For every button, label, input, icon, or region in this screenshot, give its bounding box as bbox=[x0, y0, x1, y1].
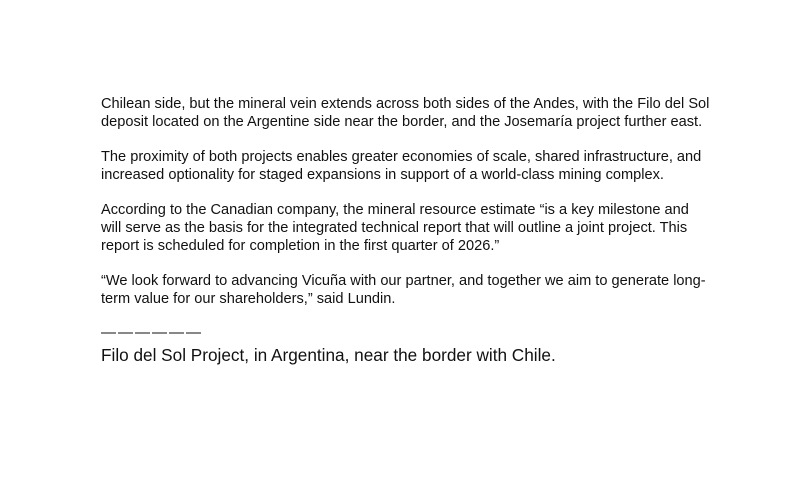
image-caption: Filo del Sol Project, in Argentina, near the border with Chile. bbox=[101, 345, 556, 365]
paragraph-4: “We look forward to advancing Vicuña with our partner, and together we aim to generate long-term value for our shareholders,” said Lundin. bbox=[101, 273, 706, 307]
paragraph-1: Chilean side, but the mineral vein extends across both sides of the Andes, with the Filo del Sol deposit located on the Argentine side near the border, and the Josemaría project further east. bbox=[101, 96, 710, 130]
paragraph-2: The proximity of both projects enables greater economies of scale, shared infrastructure, and increased optionality for staged expansions in support of a world-class mining complex. bbox=[101, 149, 702, 183]
separator-line: —————— bbox=[101, 324, 203, 341]
article-body bbox=[101, 95, 711, 366]
paragraph-3: According to the Canadian company, the mineral resource estimate “is a key milestone and will serve as the basis for the integrated technical report that will outline a joint project. This report is scheduled for completion in the first quarter of 2026.” bbox=[101, 202, 689, 254]
